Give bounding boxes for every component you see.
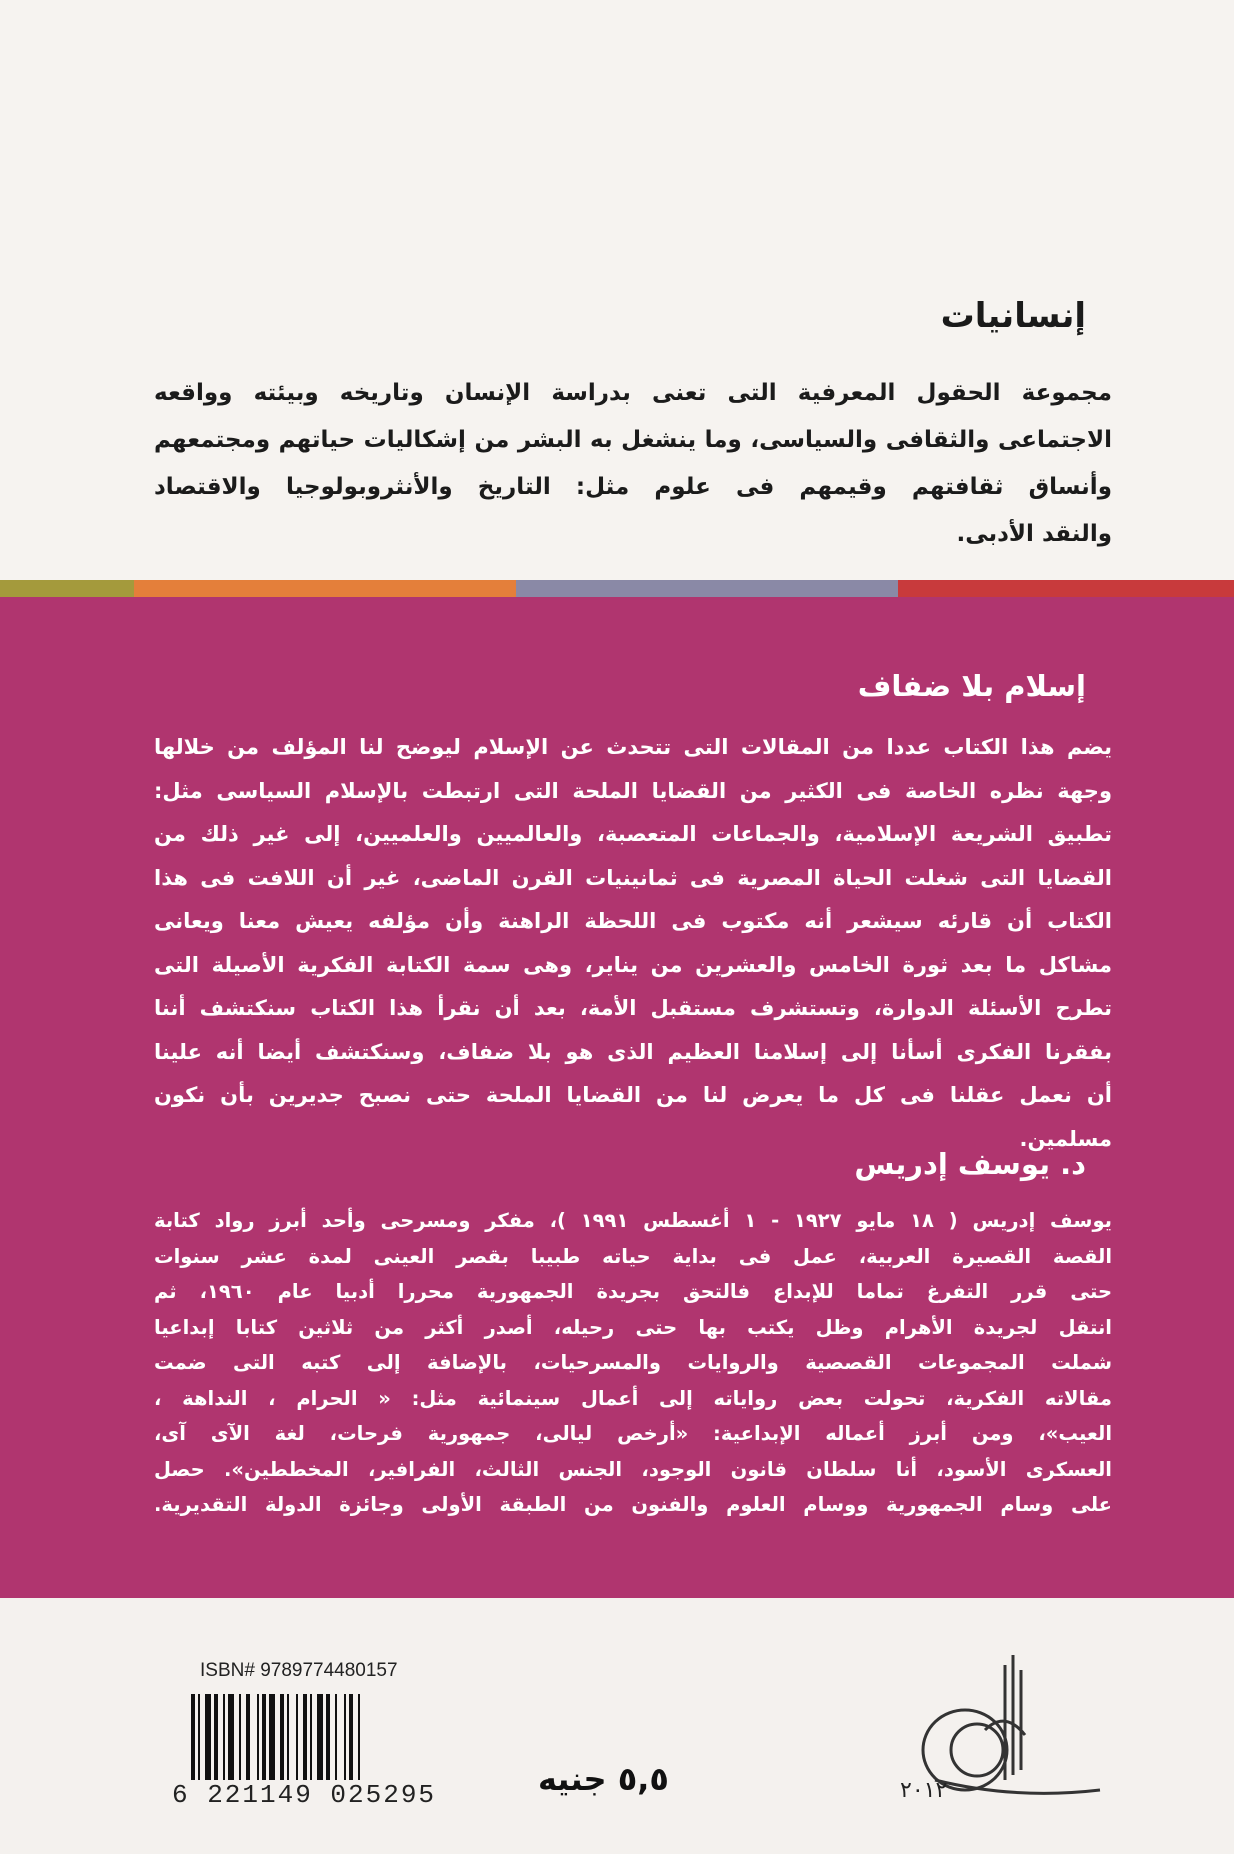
author-bio-line: انتقل لجريدة الأهرام وظل يكتب بها حتى رحيله، أصدر أكثر من ثلاثين كتابا إبداعيا: [154, 1315, 1112, 1339]
barcode: [189, 1694, 445, 1792]
color-stripe-gray: [516, 580, 898, 597]
series-description-line: والنقد الأدبى.: [956, 521, 1112, 547]
barcode-bar: [214, 1694, 218, 1782]
author-name: د. يوسف إدريس: [854, 1147, 1086, 1181]
barcode-bar: [358, 1694, 360, 1792]
author-bio-line: على وسام الجمهورية ووسام العلوم والفنون من الطبقة الأولى وجائزة الدولة التقديرية.: [154, 1493, 1112, 1516]
color-stripe-red: [898, 580, 1234, 597]
author-bio-line: حتى قرر التفرغ تماما للإبداع فالتحق بجريدة الجمهورية محررا أدبيا عام ١٩٦٠، ثم: [154, 1280, 1112, 1303]
barcode-bar: [349, 1694, 353, 1782]
author-bio-line: العيب»، ومن أبرز أعماله الإبداعية: «أرخص ليالى، جمهورية فرحات، لغة الآى آى،: [154, 1422, 1112, 1445]
book-description-line: وجهة نظره الخاصة فى الكثير من القضايا الملحة التى ارتبطت بالإسلام السياسى مثل:: [154, 778, 1112, 803]
barcode-bar: [296, 1694, 298, 1782]
book-title: إسلام بلا ضفاف: [857, 669, 1086, 703]
series-description-line: وأنساق ثقافتهم وقيمهم فى علوم مثل: التاريخ والأنثروبولوجيا والاقتصاد: [154, 474, 1112, 500]
barcode-bar: [326, 1694, 330, 1782]
barcode-bar: [303, 1694, 307, 1782]
color-stripe-orange: [134, 580, 516, 597]
barcode-bar: [223, 1694, 225, 1782]
book-description-line: الكتاب أن قارئه سيشعر أنه مكتوب فى اللحظة الراهنة وأن مؤلفه يعيش معنا ويعانى: [154, 909, 1112, 933]
book-description-line: أن نعمل عقلنا فى كل ما يعرض لنا من القضايا الملحة حتى نصبح جديرين بأن نكون: [154, 1083, 1112, 1107]
barcode-bar: [191, 1694, 195, 1792]
book-description-line: تطرح الأسئلة الدوارة، وتستشرف مستقبل الأمة، بعد أن نقرأ هذا الكتاب سنكتشف أننا: [154, 996, 1112, 1020]
barcode-bar: [262, 1694, 266, 1782]
barcode-digits: 6 221149 025295: [168, 1780, 440, 1810]
book-description-line: مشاكل ما بعد ثورة الخامس والعشرين من يناير، وهى سمة الكتابة الفكرية الأصيلة التى: [154, 952, 1112, 977]
barcode-bar: [257, 1694, 259, 1782]
barcode-bar: [344, 1694, 346, 1782]
isbn-label: ISBN# 9789774480157: [200, 1660, 398, 1681]
barcode-bar: [280, 1694, 284, 1792]
barcode-bar: [205, 1694, 211, 1782]
author-bio-line: يوسف إدريس ( ١٨ مايو ١٩٢٧ - ١ أغسطس ١٩٩١ )، مفكر ومسرحى وأحد أبرز رواد كتابة: [154, 1209, 1112, 1232]
barcode-bar: [335, 1694, 337, 1782]
book-description: [154, 726, 1112, 1161]
barcode-bar: [269, 1694, 275, 1782]
color-stripe-olive: [0, 580, 134, 597]
book-description-line: بفقرنا الفكرى أسأنا إلى إسلامنا العظيم الذى هو بلا ضفاف، وسنكتشف أيضا أنه علينا: [154, 1039, 1112, 1064]
author-bio-line: شملت المجموعات القصصية والروايات والمسرحيات، بالإضافة إلى كتبه التى ضمت: [154, 1351, 1112, 1374]
barcode-bar: [198, 1694, 200, 1792]
series-title: إنسانيات: [940, 296, 1086, 336]
series-section: [0, 0, 1234, 580]
author-bio-line: مقالاته الفكرية، تحولت بعض رواياته إلى أعمال سينمائية مثل: « الحرام ، النداهة ،: [154, 1386, 1112, 1410]
barcode-bar: [228, 1694, 234, 1782]
series-description-line: مجموعة الحقول المعرفية التى تعنى بدراسة الإنسان وتاريخه وبيئته وواقعه: [154, 380, 1112, 406]
book-description-line: يضم هذا الكتاب عددا من المقالات التى تتحدث عن الإسلام ليوضح لنا المؤلف من خلالها: [154, 735, 1112, 759]
book-description-line: تطبيق الشريعة الإسلامية، والجماعات المتعصبة، والعالميين والعلميين، إلى غير ذلك من: [154, 822, 1112, 846]
series-description-line: الاجتماعى والثقافى والسياسى، وما ينشغل به البشر من إشكاليات حياتهم ومجتمعهم: [154, 427, 1112, 453]
series-description: [154, 370, 1112, 558]
barcode-bar: [310, 1694, 312, 1782]
book-description-line: مسلمين.: [1019, 1126, 1112, 1151]
author-bio-line: القصة القصيرة العربية، عمل فى بداية حياته طبيبا بقصر العينى لمدة عشر سنوات: [154, 1244, 1112, 1268]
book-description-line: القضايا التى شغلت الحياة المصرية فى ثمانينيات القرن الماضى، غير أن اللافت فى هذا: [154, 865, 1112, 890]
author-bio: [154, 1203, 1112, 1523]
barcode-bar: [246, 1694, 250, 1782]
barcode-bar: [287, 1694, 289, 1782]
author-bio-line: العسكرى الأسود، أنا سلطان قانون الوجود، الجنس الثالث، الفرافير، المخططين». حصل: [154, 1457, 1112, 1481]
publisher-year: ٢٠١٢: [900, 1778, 948, 1803]
barcode-bar: [239, 1694, 241, 1782]
barcode-bar: [317, 1694, 323, 1782]
price-label: ٥,٥ جنيه: [538, 1760, 669, 1798]
